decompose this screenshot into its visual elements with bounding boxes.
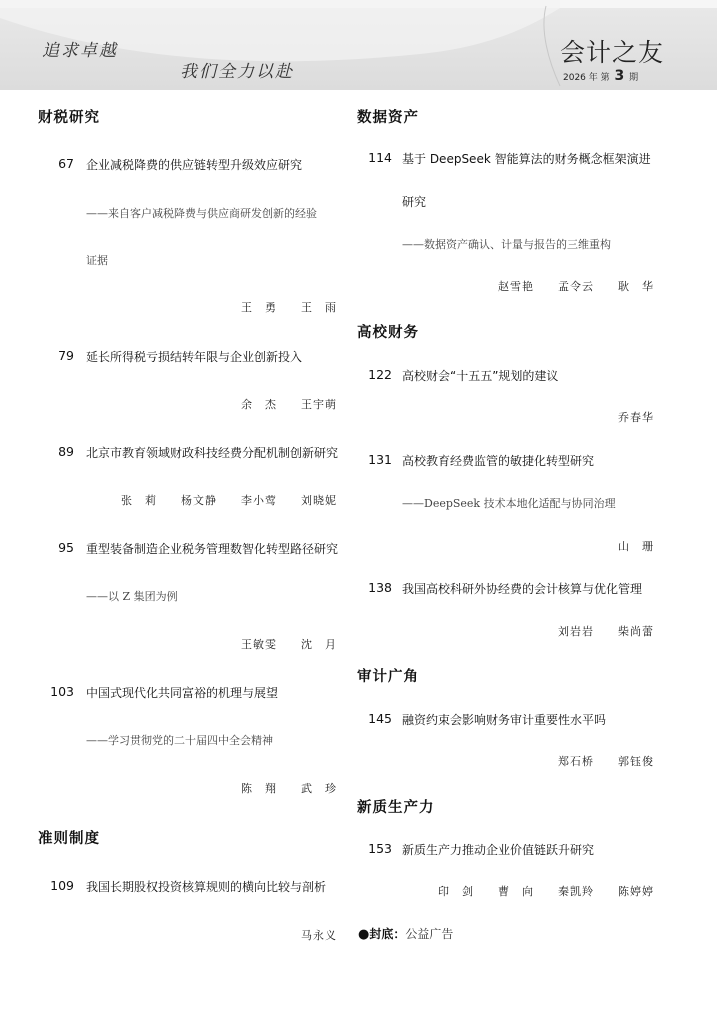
article-page-number: 131 — [368, 452, 392, 467]
article-page-number: 95 — [58, 540, 74, 555]
back-cover-note — [358, 925, 453, 942]
article-title[interactable]: 我国长期股权投资核算规则的横向比较与剖析 — [86, 880, 327, 894]
article-authors: 郑石桥 郭钰俊 — [558, 755, 654, 768]
article-authors: 印 剑 曹 向 秦凯羚 陈婷婷 — [438, 885, 654, 898]
article-title[interactable]: 北京市教育领域财政科技经费分配机制创新研究 — [86, 446, 339, 460]
article-authors: 赵雪艳 孟令云 耿 华 — [498, 280, 654, 293]
article-subtitle: ——DeepSeek 技术本地化适配与协同治理 — [402, 497, 616, 510]
article-authors: 山 珊 — [618, 540, 654, 553]
article-page-number: 79 — [58, 348, 74, 363]
article-title[interactable]: 高校财会“十五五”规划的建议 — [402, 369, 559, 383]
article-subtitle: ——以 Z 集团为例 — [86, 590, 178, 603]
article-authors: 张 莉 杨文静 李小莺 刘晓妮 — [121, 494, 337, 507]
article-authors: 王 勇 王 雨 — [241, 301, 337, 314]
article-title[interactable]: 高校教育经费监管的敏捷化转型研究 — [402, 454, 595, 468]
article-title[interactable]: 中国式现代化共同富裕的机理与展望 — [86, 686, 279, 700]
article-authors: 余 杰 王宇萌 — [241, 398, 337, 411]
article-page-number: 153 — [368, 841, 392, 856]
article-title[interactable]: 延长所得税亏损结转年限与企业创新投入 — [86, 350, 303, 364]
magazine-title: 会计之友 — [560, 38, 665, 67]
bullet-icon: ● — [358, 927, 370, 942]
issue-info — [563, 68, 638, 84]
masthead — [0, 0, 717, 90]
article-page-number: 109 — [50, 878, 74, 893]
article-subtitle: ——来自客户减税降费与供应商研发创新的经验 — [86, 207, 317, 220]
article-title[interactable]: 重型装备制造企业税务管理数智化转型路径研究 — [86, 542, 339, 556]
article-page-number: 145 — [368, 711, 392, 726]
article-page-number: 138 — [368, 580, 392, 595]
article-page-number: 122 — [368, 367, 392, 382]
issue-year-prefix: 2026 年 第 — [563, 73, 610, 83]
article-title[interactable]: 企业减税降费的供应链转型升级效应研究 — [86, 158, 303, 172]
section-title-data-assets: 数据资产 — [357, 110, 419, 126]
section-title-new-productivity: 新质生产力 — [357, 800, 435, 816]
article-subtitle: ——学习贯彻党的二十届四中全会精神 — [86, 734, 273, 747]
article-authors: 王敏雯 沈 月 — [241, 638, 337, 651]
article-title-continued[interactable]: 研究 — [402, 195, 427, 209]
article-authors: 刘岩岩 柴尚蕾 — [558, 625, 654, 638]
article-page-number: 89 — [58, 444, 74, 459]
article-title[interactable]: 新质生产力推动企业价值链跃升研究 — [402, 843, 595, 857]
back-cover-label: 封底： — [369, 927, 406, 941]
section-title-standards: 准则制度 — [38, 831, 100, 847]
back-cover-value: 公益广告 — [405, 927, 454, 941]
article-authors: 马永义 — [301, 929, 337, 942]
article-authors: 乔春华 — [618, 411, 654, 424]
article-title[interactable]: 我国高校科研外协经费的会计核算与优化管理 — [402, 582, 643, 596]
slogan-line-2: 我们全力以赴 — [180, 62, 294, 82]
issue-number: 3 — [614, 68, 625, 84]
section-title-university-finance: 高校财务 — [357, 325, 419, 341]
article-title[interactable]: 融资约束会影响财务审计重要性水平吗 — [402, 713, 607, 727]
section-title-tax-research: 财税研究 — [38, 110, 100, 126]
issue-suffix: 期 — [629, 73, 639, 83]
article-page-number: 67 — [58, 156, 74, 171]
article-subtitle-continued: 证据 — [86, 254, 108, 267]
article-authors: 陈 翔 武 珍 — [241, 782, 337, 795]
article-title[interactable]: 基于 DeepSeek 智能算法的财务概念框架演进 — [402, 152, 651, 166]
article-subtitle: ——数据资产确认、计量与报告的三维重构 — [402, 238, 611, 251]
section-title-audit: 审计广角 — [357, 669, 419, 685]
article-page-number: 114 — [368, 150, 392, 165]
article-page-number: 103 — [50, 684, 74, 699]
slogan-line-1: 追求卓越 — [42, 41, 118, 61]
